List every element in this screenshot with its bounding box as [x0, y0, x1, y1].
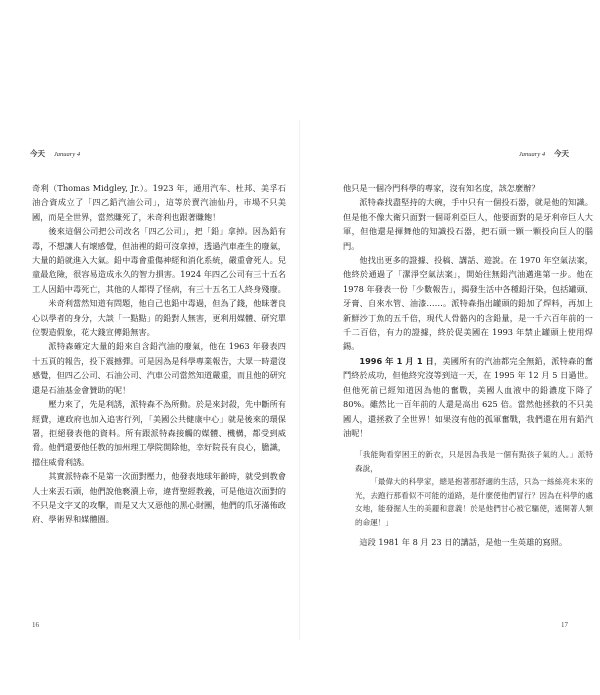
page-number: 16 [32, 621, 39, 629]
running-header [30, 148, 80, 159]
paragraph: 壓力來了，先是利誘，派特森不為所動。於是來封殺，先中斷所有經費，連政府也加入追害行列，「美國公共健康中心」就是後來的環保署，拒絕發表他的資料。所有跟派特森接觸的媒體、機構，都受到威脅。他們還要他任教的加州理工學院開除他，幸好院長有良心，膽識，擋住威脅利誘。 [32, 399, 286, 467]
right-page [300, 0, 600, 695]
paragraph: 派特森確定大量的鉛來自含鉛汽油的廢氣，他在 1963 年發表四十五頁的報告，投下震撼彈。可是因為是科學專業報告，大眾一時還沒感覺，但四乙公司、石油公司、汽車公司當然知道嚴重，而且他的研究還是石油基金會贊助的呢！ [32, 341, 286, 395]
body-text [32, 181, 286, 527]
date-paragraph-text: ，美國所有的汽油都完全無鉛，派特森的奮鬥終於成功，但他終究沒等到這一天，在 1995 年 12 月 5 日過世。但他死前已經知道因為他的奮戰，美國人血液中的鉛濃度下降了 80%。雖然比一百年前的人還是高出 625 倍。當然他拯救的不只美國人，還拯救了全世界！如果沒有他的孤軍奮戰，我們還在用有鉛汽油呢！ [343, 355, 593, 438]
quote-line: 「最偉大的科學家，總是抱著那舒適的生活，只為一絲絲亮未來的光，去跑行那看似不可能的道路，是什麼使他們冒行？因為在科學的處女地，能發掘人生的美麗和意義！於是他們甘心被它驅使，遙開著人類的命運！」 [355, 477, 593, 527]
quote-line: 「我能夠看穿困王的新衣，只是因為我是一個有點孩子氣的人。」派特森說， [355, 450, 593, 473]
paragraph: 其實派特森不是第一次面對壓力，他發表地球年齡時，就受到教會人士來丟石頭，他們說他褻瀆上帝，違背聖經教義，可是他這次面對的不只是文字叉的攻擊，而是又大又惡他的黑心財團，他們的爪牙滿佈政府、學術界和媒體圈。 [32, 471, 286, 525]
paragraph: 這段 1981 年 8 月 23 日的講話，是他一生英雄的寫照。 [359, 537, 568, 548]
paragraph: 他只是一個冷門科學的專家，沒有知名度，該怎麼辦？ [343, 183, 540, 193]
paragraph: 他找出更多的證據、投稿、講話、遊說。在 1970 年空氣法案，他終於通過了「潔淨空氣法案」，開始往無鉛汽油邁進第一步。他在 1978 年發表一份「少數報告」，揭發生活中各種鉛汙染，包括罐頭、牙膏、自來水管、油漆……。派特森指出罐頭的鉛加了焊料，再加上新鮮沙丁魚的五千倍，現代人骨骼內的含鉛量，是一千六百年前的一千二百倍，有力的證據，終於促美國在 1993 年禁止罐頭上使用焊錫。 [343, 255, 593, 352]
paragraph: 派特森找盡堅持的大碗，手中只有一個投石器，就是他的知識。但是他不像大衛只面對一個哥利亞巨人，他要面對的是牙利帝巨人大軍，但他還是揮舞他的知識投石器，把石頭一顆一顆投向巨人的腦門。 [343, 197, 593, 251]
header-subtitle: January 4 [518, 151, 546, 158]
header-title: 今天 [30, 149, 45, 158]
paragraph: 後來這個公司把公司改名「四乙公司」，把「鉛」拿掉。因為鉛有毒，不想讓人有壞感覺，但油裡的鉛可沒拿掉，透過汽車產生的廢氣，大量的鉛就進入大氣。鉛中毒會重傷神經和消化系統，嚴重會死人。兒童最危險，很容易造成永久的智力損害。1924 年四乙公司有三十五名工人因鉛中毒死亡，其他的人都得了怪病，有三十五名工人終身殘廢。 [32, 226, 286, 294]
header-title: 今天 [554, 149, 569, 158]
running-header [519, 148, 569, 159]
paragraph: 奇利（Thomas Midgley, Jr.）。1923 年，通用汽车、杜邦、美孚石油合資成立了「四乙鉛汽油公司」，這等於賣汽油仙丹，市場不只美國，而是全世界，當然賺死了，米奇利也跟著賺飽！ [32, 183, 286, 222]
body-text [343, 181, 593, 550]
paragraph: 米奇利當然知道有問題，他自己也鉛中毒過，但為了錢，他昧著良心以學者的身分，大談「一點點」的鉛對人無害，更利用媒體、研究單位製造假象，花大錢宣傳鉛無害。 [32, 298, 286, 338]
date-highlight: 1996 年 1 月 1 日 [359, 355, 434, 366]
paragraph-date [343, 354, 593, 440]
blockquote [355, 448, 593, 529]
header-subtitle: January 4 [53, 151, 81, 158]
page-number: 17 [561, 621, 568, 629]
